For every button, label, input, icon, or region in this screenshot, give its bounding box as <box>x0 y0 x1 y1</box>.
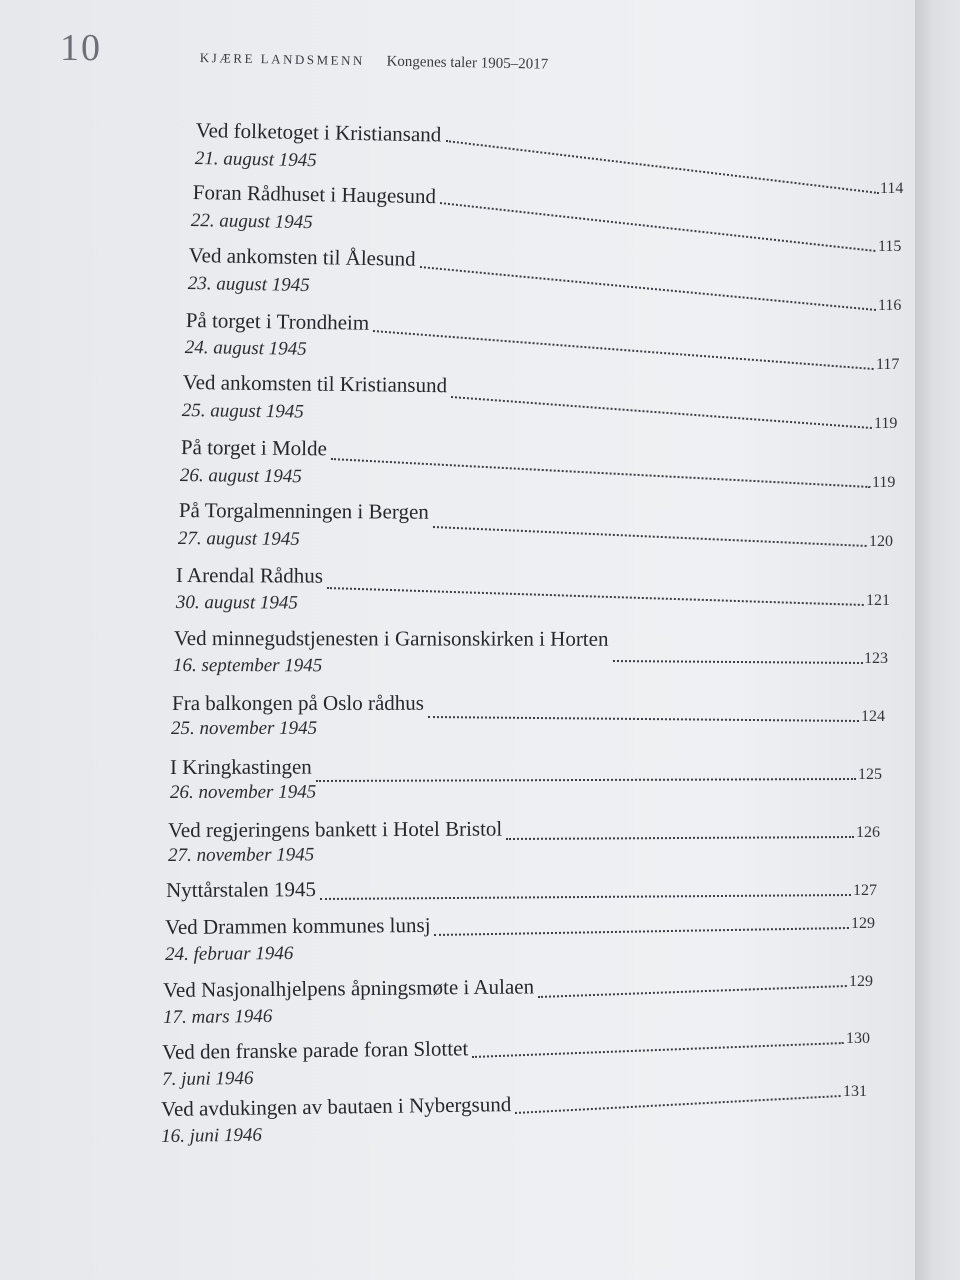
toc-entry-title: I Kringkastingen <box>170 754 312 779</box>
dot-leader <box>440 202 876 252</box>
toc-entry-date: 25. november 1945 <box>171 717 318 739</box>
toc-entry-page: 123 <box>864 650 888 667</box>
toc-entry-page: 121 <box>866 592 890 609</box>
toc-entry-date: 16. september 1945 <box>172 655 323 677</box>
toc-entry-title: Nyttårstalen 1945 <box>166 877 317 902</box>
toc-entry-page: 130 <box>846 1030 870 1047</box>
toc-entry-page: 115 <box>878 238 902 255</box>
toc-entry-page: 131 <box>843 1083 867 1100</box>
toc-entry-date: 26. august 1945 <box>179 465 302 488</box>
toc-entry-title: Ved folketoget i Kristiansand <box>195 118 442 147</box>
dot-leader <box>538 985 847 998</box>
dot-leader <box>472 1042 844 1058</box>
toc-entry-date: 16. juni 1946 <box>161 1124 263 1147</box>
toc-entry-page: 125 <box>858 766 882 783</box>
toc-entry-title: Ved den franske parade foran Slottet <box>162 1036 469 1064</box>
toc-entry-page: 127 <box>853 882 877 899</box>
toc-entry-page: 117 <box>876 356 900 373</box>
toc-entry-title: Ved minnegudstjenesten i Garnisonskirken i Horten <box>173 626 609 651</box>
toc-entry-page: 124 <box>861 708 885 725</box>
toc-entry-title: Foran Rådhuset i Haugesund <box>192 180 437 209</box>
dot-leader <box>433 526 867 547</box>
dot-leader <box>420 266 876 311</box>
dot-leader <box>451 396 872 429</box>
toc-entry-page: 129 <box>851 915 875 932</box>
toc-entry-date: 7. juni 1946 <box>162 1067 254 1090</box>
toc-entry-title: Fra balkongen på Oslo rådhus <box>172 690 424 715</box>
book-subtitle: Kongenes taler 1905–2017 <box>386 53 549 73</box>
toc-entry-page: 126 <box>856 824 880 841</box>
dot-leader <box>373 330 874 370</box>
toc-entry-title: Ved ankomsten til Kristiansund <box>182 370 448 398</box>
toc-entry-date: 23. august 1945 <box>187 273 310 297</box>
toc-entry-title: Ved regjeringens bankett i Hotel Bristol <box>168 816 503 842</box>
dot-leader <box>327 587 864 606</box>
dot-leader <box>316 778 856 782</box>
toc-entry-title: På torget i Molde <box>180 435 328 461</box>
toc-entry-date: 21. august 1945 <box>194 148 317 172</box>
dot-leader <box>612 660 862 664</box>
toc-entry-date: 26. november 1945 <box>170 781 317 803</box>
toc-entry-title: Ved avdukingen av bautaen i Nybergsund <box>161 1092 512 1121</box>
dot-leader <box>428 716 859 722</box>
dot-leader <box>445 140 878 194</box>
toc-entry-page: 120 <box>869 533 893 550</box>
toc-entry-date: 17. mars 1946 <box>163 1005 273 1028</box>
toc-entry-date: 24. august 1945 <box>184 337 307 360</box>
toc-entry-date: 27. august 1945 <box>177 528 300 550</box>
dot-leader <box>320 894 851 900</box>
toc-entry-title: Ved ankomsten til Ålesund <box>188 243 416 271</box>
toc-entry-title: Ved Nasjonalhjelpens åpningsmøte i Aulaen <box>163 974 535 1002</box>
dot-leader <box>506 836 854 840</box>
toc-entry-date: 30. august 1945 <box>175 592 298 614</box>
dot-leader <box>331 458 870 488</box>
book-title: KJÆRE LANDSMENN <box>199 50 365 69</box>
toc-entry-title: På torget i Trondheim <box>185 308 370 335</box>
toc-entry-date: 24. februar 1946 <box>165 942 294 965</box>
toc-entry-title: Ved Drammen kommunes lunsj <box>165 912 431 939</box>
toc-entry-date: 27. november 1945 <box>168 844 315 866</box>
toc-entry-date: 22. august 1945 <box>190 210 313 234</box>
dot-leader <box>515 1095 841 1114</box>
page-edge <box>915 0 960 1280</box>
toc-entry-date: 25. august 1945 <box>181 400 304 423</box>
toc-entry-title: På Torgalmenningen i Bergen <box>178 498 429 524</box>
page-number: 10 <box>60 27 102 69</box>
toc-entry-page: 129 <box>849 973 873 990</box>
dot-leader <box>434 927 849 936</box>
toc-entry-page: 116 <box>878 297 902 314</box>
toc-entry-page: 114 <box>880 180 904 197</box>
toc-entry-title: I Arendal Rådhus <box>175 563 323 588</box>
toc-entry-page: 119 <box>872 474 896 491</box>
toc-entry-page: 119 <box>874 415 898 432</box>
